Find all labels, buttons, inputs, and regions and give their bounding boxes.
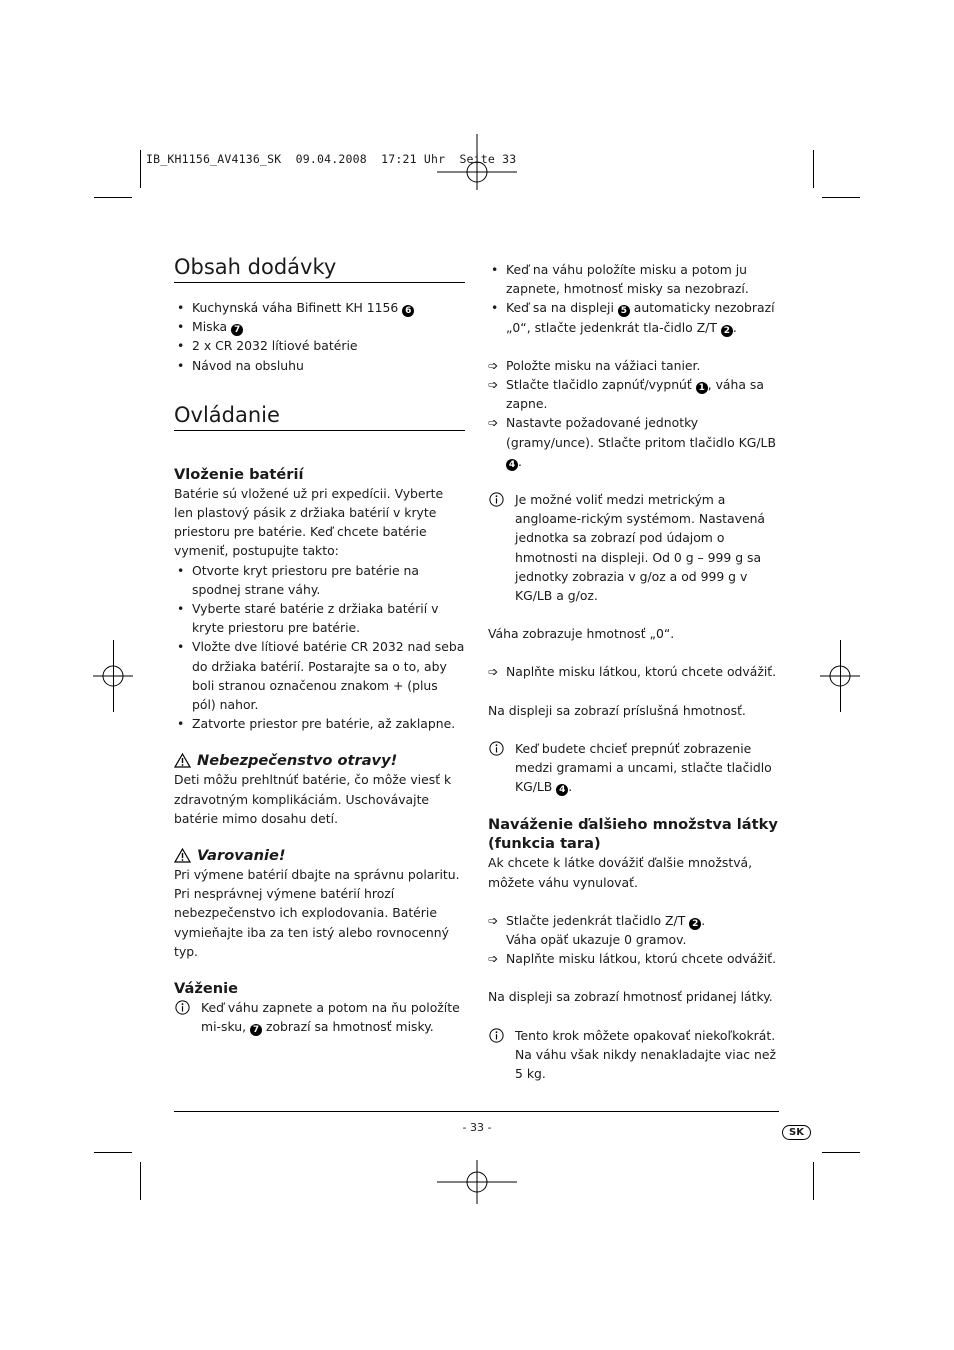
delivery-list — [174, 298, 465, 375]
number-badge: 2 — [721, 325, 733, 337]
step-item: ➩ Naplňte misku látkou, ktorú chcete odvážiť. — [488, 949, 780, 968]
warning-triangle-icon — [174, 753, 191, 768]
registration-mark-bottom — [437, 1160, 517, 1204]
number-badge: 4 — [506, 459, 518, 471]
step-item: ➩ Položte misku na vážiaci tanier. — [488, 356, 780, 375]
info-icon — [489, 741, 504, 756]
scale-notes — [488, 260, 780, 337]
warning-triangle-icon — [174, 848, 191, 863]
arrow-icon: ➩ — [488, 415, 499, 431]
arrow-icon: ➩ — [488, 951, 499, 967]
arrow-icon: ➩ — [488, 912, 499, 928]
weighing-info: Keď váhu zapnete a potom na ňu položíte mi-sku, 7 zobrazí sa hmotnosť misky. — [174, 998, 465, 1036]
list-item: • Návod na obsluhu — [174, 356, 465, 375]
batteries-title: Vloženie batérií — [174, 465, 304, 483]
step-item: ➩ Naplňte misku látkou, ktorú chcete odvážiť. — [488, 662, 780, 681]
language-badge: SK — [782, 1120, 811, 1140]
battery-steps — [174, 561, 465, 734]
added-weight-text: Na displeji sa zobrazí hmotnosť pridanej látky. — [488, 989, 773, 1005]
unit-info: Je možné voliť medzi metrickým a angloame-rickým systémom. Nastavená jednotka sa zobrazí pod údajom o hmotnosti na displeji. Od 0 g – 999 g sa jednotky zobrazia v g/oz a od 999 g v KG/LB a g/oz. — [488, 490, 780, 605]
info-icon — [489, 492, 504, 507]
switch-info: Keď budete chcieť prepnúť zobrazenie medzi gramami a uncami, stlačte tlačidlo KG/LB 4 . — [488, 739, 780, 797]
registration-mark-right — [820, 656, 860, 696]
poison-text: Deti môžu prehltnúť batérie, čo môže viesť k zdravotným komplikáciám. Uschovávajte batérie mimo dosahu detí. — [174, 772, 452, 826]
arrow-icon: ➩ — [488, 664, 499, 680]
warning-text: Pri výmene batérií dbajte na správnu polaritu. Pri nesprávnej výmene batérií hrozí nebezpečenstvo ich explodovania. Batérie vymieňajte iba za ten istý alebo rovnocenný typ. — [174, 867, 460, 959]
list-item: • Vložte dve lítiové batérie CR 2032 nad seba do držiaka batérií. Postarajte sa o to, aby boli stranou označenou znakom + (plus pól) nahor. — [174, 637, 465, 714]
delivery-title: Obsah dodávky — [174, 254, 465, 283]
step-item: ➩ Nastavte požadované jednotky (gramy/unce). Stlačte pritom tlačidlo KG/LB 4 . — [488, 415, 776, 470]
left-column — [174, 254, 465, 1036]
zero-text: Váha zobrazuje hmotnosť „0“. — [488, 626, 675, 642]
list-item: • Zatvorte priestor pre batérie, až zaklapne. — [174, 714, 465, 733]
number-badge: 7 — [231, 324, 243, 336]
list-item: • Otvorte kryt priestoru pre batérie na spodnej strane váhy. — [174, 561, 465, 599]
page-number: - 33 - — [462, 1121, 492, 1134]
right-column — [488, 260, 780, 1083]
number-badge: 4 — [556, 784, 568, 796]
list-item: • 2 x CR 2032 lítiové batérie — [174, 336, 465, 355]
number-badge: 5 — [618, 305, 630, 317]
list-item: • Miska 7 — [174, 317, 465, 336]
repeat-info: Tento krok môžete opakovať niekoľkokrát. Na váhu však nikdy nenakladajte viac než 5 kg. — [488, 1026, 780, 1084]
list-item: • Keď na váhu položíte misku a potom ju zapnete, hmotnosť misky sa nezobrazí. — [488, 260, 780, 298]
warning-heading: Varovanie! — [174, 846, 465, 865]
operation-title: Ovládanie — [174, 402, 465, 431]
number-badge: 2 — [689, 918, 701, 930]
poison-heading: Nebezpečenstvo otravy! — [174, 751, 465, 770]
tare-intro: Ak chcete k látke dovážiť ďalšie množstvá, môžete váhu vynulovať. — [488, 855, 753, 890]
info-icon — [175, 1000, 190, 1015]
arrow-icon: ➩ — [488, 357, 499, 373]
print-slug: IB_KH1156_AV4136_SK 09.04.2008 17:21 Uhr Seite 33 — [146, 152, 517, 166]
list-item: • Kuchynská váha Bifinett KH 1156 6 — [174, 298, 465, 317]
footer-rule — [174, 1111, 779, 1112]
arrow-icon: ➩ — [488, 377, 499, 393]
weighing-title: Váženie — [174, 980, 239, 998]
batteries-intro: Batérie sú vložené už pri expedícii. Vyberte len plastový pásik z držiaka batérií v kryte priestoru pre batérie. Keď chcete batérie vymeniť, postupujte takto: — [174, 485, 444, 559]
tare-title: Naváženie ďalšieho množstva látky (funkcia tara) — [488, 816, 778, 853]
step-item: ➩ Stlačte tlačidlo zapnúť/vypnúť 1 , váha sa zapne. — [488, 377, 764, 412]
list-item: • Keď sa na displeji 5 automaticky nezobrazí „0“, stlačte jedenkrát tla-čidlo Z/T 2 . — [488, 298, 780, 336]
number-badge: 1 — [696, 382, 708, 394]
number-badge: 7 — [250, 1024, 262, 1036]
display-text: Na displeji sa zobrazí príslušná hmotnosť. — [488, 702, 746, 718]
number-badge: 6 — [402, 305, 414, 317]
registration-mark-left — [93, 656, 133, 696]
info-icon — [489, 1028, 504, 1043]
list-item: • Vyberte staré batérie z držiaka batérií v kryte priestoru pre batérie. — [174, 599, 465, 637]
step-item: ➩ Stlačte jedenkrát tlačidlo Z/T 2 . Váha opäť ukazuje 0 gramov. — [488, 912, 706, 948]
